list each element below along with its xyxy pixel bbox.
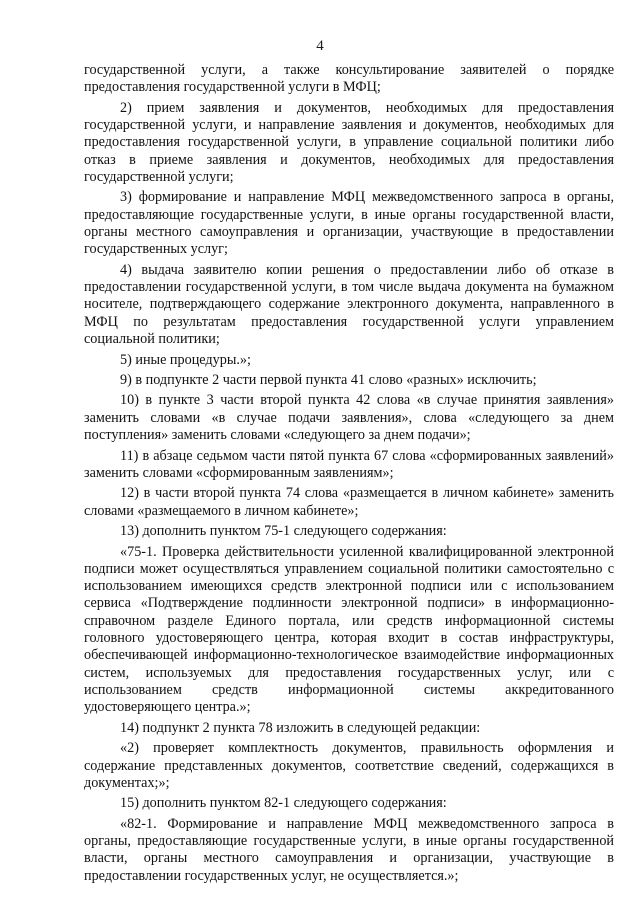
paragraph-amendment-12: 12) в части второй пункта 74 слова «размещается в личном кабинете» заменить словами «размещаемого в личном кабинете»; (84, 485, 614, 519)
paragraph-item-4: 4) выдача заявителю копии решения о предоставлении либо об отказе в предоставлении государственной услуги, в том числе выдача документа на бумажном носителе, подтверждающего содержание электронного документа, направленного в МФЦ по результатам предоставления государственной услуги управлением социальной политики; (84, 261, 614, 348)
paragraph-quote-75-1: «75-1. Проверка действительности усиленной квалифицированной электронной подписи может осуществляться управлением социальной политики самостоятельно с использованием имеющихся средств электронной подписи или с использованием сервиса «Подтверждение подлинности электронной подписи» в информационно-справочном разделе Единого портала, или средств информационной системы головного удостоверяющего центра, которая входит в состав инфраструктуры, обеспечивающей информационно-технологическое взаимодействие информационных систем, используемых для предоставления государственных услуг, или с использованием средств информационной системы аккредитованного удостоверяющего центра.»; (84, 543, 614, 716)
paragraph-item-2: 2) прием заявления и документов, необходимых для предоставления государственной услуги, и направление заявления и документов, необходимых для предоставления государственной услуги, в управление социальной политики либо отказ в приеме заявления и документов, необходимых для предоставления государственной услуги; (84, 99, 614, 185)
paragraph-amendment-13: 13) дополнить пунктом 75-1 следующего содержания: (120, 523, 447, 540)
paragraph-continuation: государственной услуги, а также консультирование заявителей о порядке предоставления государственной услуги в МФЦ; (84, 62, 614, 96)
document-body (84, 62, 614, 885)
paragraph-item-3: 3) формирование и направление МФЦ межведомственного запроса в органы, предоставляющие государственные услуги, в иные органы государственной власти, органы местного самоуправления и организации, участвующие в предоставлении государственных услуг; (84, 189, 614, 258)
page-number: 4 (316, 38, 324, 54)
paragraph-amendment-10: 10) в пункте 3 части второй пункта 42 слова «в случае принятия заявления» заменить словами «в случае подачи заявления», слова «следующего за днем поступления» заменить словами «следующего за днем подачи»; (84, 392, 614, 444)
paragraph-amendment-9: 9) в подпункте 2 части первой пункта 41 слово «разных» исключить; (120, 371, 537, 388)
paragraph-quote-82-1: «82-1. Формирование и направление МФЦ межведомственного запроса в органы, предоставляющие государственные услуги, в иные органы государственной власти, органы местного самоуправления и организации, участвующие в предоставлении государственных услуг, не осуществляется.»; (84, 815, 614, 884)
paragraph-item-5: 5) иные процедуры.»; (120, 351, 251, 368)
paragraph-quote-78-2: «2) проверяет комплектность документов, правильность оформления и содержание представленных документов, соответствие сведений, содержащихся в документах;»; (84, 740, 614, 791)
paragraph-amendment-15: 15) дополнить пунктом 82-1 следующего содержания: (120, 795, 447, 812)
paragraph-amendment-11: 11) в абзаце седьмом части пятой пункта 67 слова «сформированных заявлений» заменить словами «сформированным заявлениям»; (84, 447, 614, 481)
paragraph-amendment-14: 14) подпункт 2 пункта 78 изложить в следующей редакции: (120, 719, 481, 736)
